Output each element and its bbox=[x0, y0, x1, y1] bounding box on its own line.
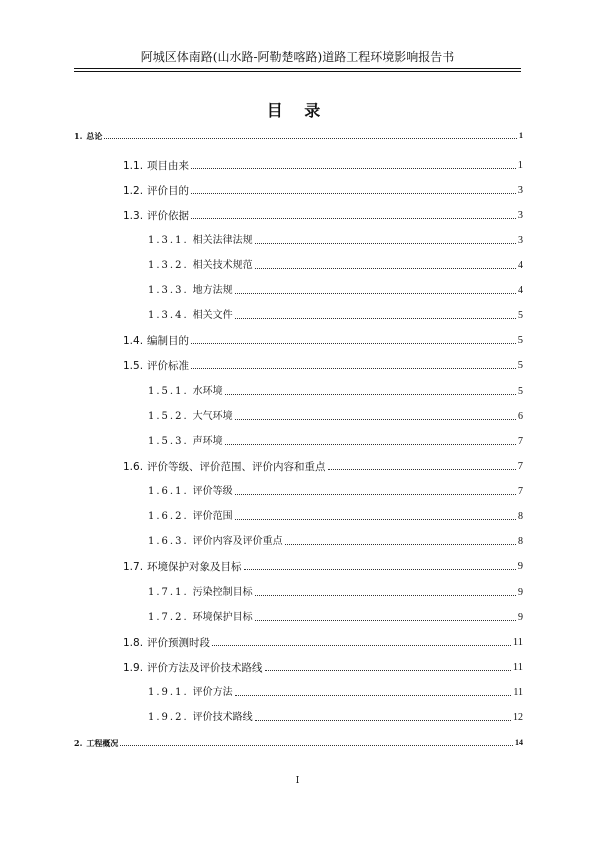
dot-leader bbox=[235, 494, 516, 495]
toc-entry-number: 1.4. bbox=[123, 335, 144, 347]
dot-leader bbox=[235, 318, 516, 319]
toc-entry[interactable] bbox=[123, 358, 523, 372]
dot-leader bbox=[235, 519, 516, 520]
dot-leader bbox=[191, 193, 516, 194]
toc-entry-title: 评价等级 bbox=[192, 486, 233, 497]
toc-entry-page: 12 bbox=[513, 712, 523, 723]
dot-leader bbox=[212, 645, 511, 646]
toc-entry[interactable] bbox=[74, 128, 523, 142]
toc-entry[interactable] bbox=[148, 409, 523, 423]
toc-entry-page: 9 bbox=[518, 587, 523, 598]
toc-title: 目 录 bbox=[266, 101, 329, 120]
toc-entry-number: 1.6. bbox=[123, 461, 144, 473]
toc-entry[interactable] bbox=[148, 509, 523, 523]
toc-entry-number: 1.3.4. bbox=[148, 310, 189, 321]
toc-entry-page: 3 bbox=[517, 185, 523, 196]
toc-entry-number: 2. bbox=[74, 738, 83, 748]
dot-leader bbox=[285, 544, 516, 545]
page-number: I bbox=[295, 776, 300, 786]
dot-leader bbox=[235, 695, 512, 696]
toc-entry[interactable] bbox=[148, 685, 523, 699]
toc-entry-title: 评价方法及评价技术路线 bbox=[147, 662, 263, 674]
toc-entry[interactable] bbox=[148, 258, 523, 272]
toc-entry[interactable] bbox=[74, 735, 523, 749]
toc-entry-page: 5 bbox=[517, 360, 523, 371]
toc-entry-page: 7 bbox=[517, 461, 523, 472]
toc-entry-page: 5 bbox=[518, 310, 523, 321]
toc-entry-page: 8 bbox=[518, 536, 523, 547]
toc-entry-number: 1.3.2. bbox=[148, 260, 189, 271]
toc-entry-number: 1.6.1. bbox=[148, 486, 189, 497]
dot-leader bbox=[244, 569, 516, 570]
dot-leader bbox=[265, 670, 511, 671]
toc-entry-title: 评价目的 bbox=[147, 185, 190, 197]
toc-entry-page: 7 bbox=[518, 436, 523, 447]
toc-entry[interactable] bbox=[123, 559, 523, 573]
toc-entry[interactable] bbox=[148, 585, 523, 599]
toc-entry[interactable] bbox=[148, 434, 523, 448]
dot-leader bbox=[104, 138, 517, 139]
running-header: 阿城区体南路(山水路-阿勒楚喀路)道路工程环境影响报告书 bbox=[74, 50, 521, 69]
toc-entry-page: 1 bbox=[517, 160, 523, 171]
toc-entry-title: 相关文件 bbox=[192, 310, 233, 321]
toc-entry[interactable] bbox=[123, 459, 523, 473]
toc-entry-title: 评价依据 bbox=[147, 210, 190, 222]
toc-entry-title: 大气环境 bbox=[192, 411, 233, 422]
toc-entry-title: 相关技术规范 bbox=[192, 260, 253, 271]
toc-entry[interactable] bbox=[148, 384, 523, 398]
toc-entry-number: 1.9. bbox=[123, 662, 144, 674]
toc-entry-number: 1.5. bbox=[123, 360, 144, 372]
dot-leader bbox=[328, 469, 516, 470]
toc-entry[interactable] bbox=[123, 208, 523, 222]
toc-entry-number: 1.5.3. bbox=[148, 436, 189, 447]
dot-leader bbox=[255, 720, 511, 721]
toc-entry-page: 14 bbox=[515, 738, 523, 747]
toc-entry-title: 污染控制目标 bbox=[192, 587, 253, 598]
toc-entry-page: 9 bbox=[517, 561, 523, 572]
toc-entry-page: 4 bbox=[518, 285, 523, 296]
toc-entry-title: 环境保护对象及目标 bbox=[147, 561, 242, 573]
toc-entry-page: 3 bbox=[518, 235, 523, 246]
toc-entry-title: 总论 bbox=[86, 131, 103, 141]
toc-entry[interactable] bbox=[148, 484, 523, 498]
toc-entry-number: 1.3.3. bbox=[148, 285, 189, 296]
dot-leader bbox=[225, 444, 516, 445]
toc-entry-number: 1. bbox=[74, 131, 83, 141]
dot-leader bbox=[120, 745, 513, 746]
toc-entry-page: 5 bbox=[517, 335, 523, 346]
toc-entry[interactable] bbox=[148, 534, 523, 548]
dot-leader bbox=[235, 293, 516, 294]
dot-leader bbox=[191, 218, 516, 219]
toc-entry[interactable] bbox=[123, 183, 523, 197]
toc-entry-number: 1.5.1. bbox=[148, 386, 189, 397]
dot-leader bbox=[191, 168, 516, 169]
toc-entry-title: 相关法律法规 bbox=[192, 235, 253, 246]
toc-entry-number: 1.9.1. bbox=[148, 687, 189, 698]
toc-entry-title: 评价方法 bbox=[192, 687, 233, 698]
dot-leader bbox=[235, 419, 516, 420]
toc-entry-page: 1 bbox=[519, 131, 523, 140]
toc-entry-title: 项目由来 bbox=[147, 160, 190, 172]
toc-entry[interactable] bbox=[123, 635, 523, 649]
toc-entry-number: 1.6.2. bbox=[148, 511, 189, 522]
dot-leader bbox=[191, 368, 516, 369]
toc-entry-number: 1.7. bbox=[123, 561, 144, 573]
dot-leader bbox=[255, 268, 516, 269]
toc-entry-title: 编制目的 bbox=[147, 335, 190, 347]
toc-entry-number: 1.6.3. bbox=[148, 536, 189, 547]
toc-entry-title: 评价范围 bbox=[192, 511, 233, 522]
toc-entry-title: 评价等级、评价范围、评价内容和重点 bbox=[147, 461, 326, 473]
toc-entry[interactable] bbox=[148, 283, 523, 297]
dot-leader bbox=[191, 343, 516, 344]
toc-entry-title: 评价技术路线 bbox=[192, 712, 253, 723]
toc-entry-page: 4 bbox=[518, 260, 523, 271]
toc-entry[interactable] bbox=[123, 333, 523, 347]
toc-entry-number: 1.8. bbox=[123, 637, 144, 649]
toc-entry[interactable] bbox=[148, 308, 523, 322]
toc-entry[interactable] bbox=[148, 610, 523, 624]
toc-entry-page: 3 bbox=[517, 210, 523, 221]
toc-entry-title: 地方法规 bbox=[192, 285, 233, 296]
toc-entry-number: 1.3. bbox=[123, 210, 144, 222]
toc-entry-title: 评价内容及评价重点 bbox=[192, 536, 283, 547]
dot-leader bbox=[255, 620, 516, 621]
toc-entry-page: 11 bbox=[512, 662, 523, 673]
toc-entry-number: 1.7.1. bbox=[148, 587, 189, 598]
toc-entry[interactable] bbox=[123, 660, 523, 674]
toc-entry-page: 8 bbox=[518, 511, 523, 522]
toc-entry-title: 声环境 bbox=[192, 436, 223, 447]
toc-entry-number: 1.3.1. bbox=[148, 235, 189, 246]
toc-entry-title: 工程概况 bbox=[86, 738, 119, 748]
toc-entry[interactable] bbox=[123, 158, 523, 172]
toc-entry-number: 1.1. bbox=[123, 160, 144, 172]
dot-leader bbox=[255, 243, 516, 244]
toc-entry-title: 水环境 bbox=[192, 386, 223, 397]
toc-entry-page: 11 bbox=[512, 637, 523, 648]
toc-entry-title: 评价标准 bbox=[147, 360, 190, 372]
toc-entry-page: 9 bbox=[518, 612, 523, 623]
toc-entry-page: 5 bbox=[518, 386, 523, 397]
toc-entry-number: 1.5.2. bbox=[148, 411, 189, 422]
toc-entry-page: 11 bbox=[513, 687, 523, 698]
toc-entry-number: 1.2. bbox=[123, 185, 144, 197]
toc-entry-number: 1.9.2. bbox=[148, 712, 189, 723]
toc-entry-title: 环境保护目标 bbox=[192, 612, 253, 623]
toc-entry-title: 评价预测时段 bbox=[147, 637, 211, 649]
toc-entry-page: 7 bbox=[518, 486, 523, 497]
dot-leader bbox=[225, 394, 516, 395]
toc-entry[interactable] bbox=[148, 233, 523, 247]
toc-entry-number: 1.7.2. bbox=[148, 612, 189, 623]
toc-entry-page: 6 bbox=[518, 411, 523, 422]
dot-leader bbox=[255, 595, 516, 596]
toc-entry[interactable] bbox=[148, 710, 523, 724]
